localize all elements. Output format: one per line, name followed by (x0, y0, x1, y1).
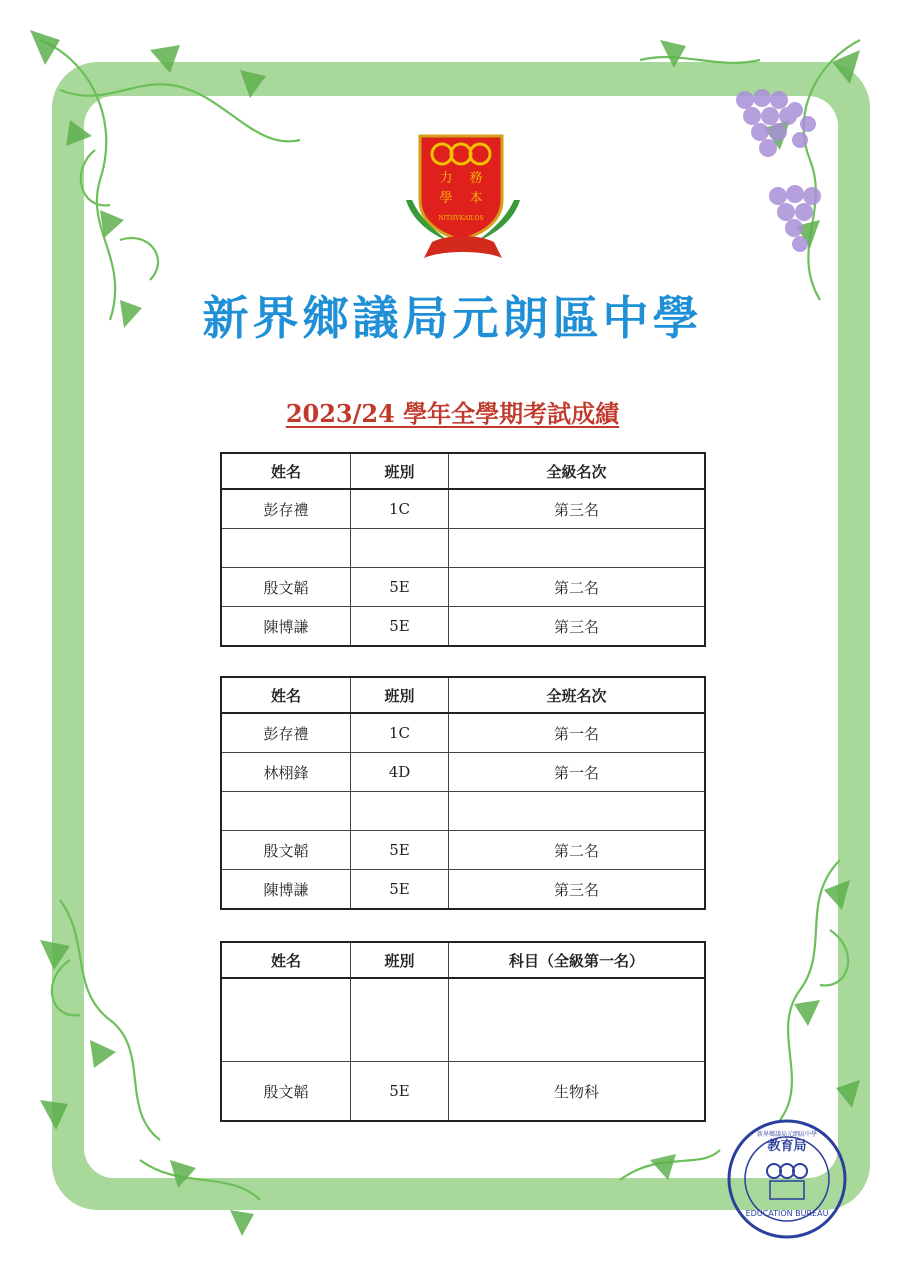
cell-class: 5E (351, 1062, 449, 1122)
header-class: 班別 (351, 677, 449, 713)
header-name: 姓名 (221, 453, 351, 489)
class-ranking-table (220, 676, 706, 910)
cell-class (351, 978, 449, 1062)
header-class: 班別 (351, 942, 449, 978)
cell-name (221, 529, 351, 568)
cell-class (351, 792, 449, 831)
grade-ranking-table (220, 452, 706, 647)
cell-class: 1C (351, 713, 449, 753)
table-header-row (221, 677, 705, 713)
crest-motto-char-2: 務 (469, 171, 483, 186)
cell-name: 彭存禮 (221, 713, 351, 753)
cell-class: 5E (351, 607, 449, 647)
cell-subject (449, 978, 706, 1062)
subject-top-table (220, 941, 706, 1122)
header-subject: 科目（全級第一名） (449, 942, 706, 978)
header-class: 班別 (351, 453, 449, 489)
cell-name: 陳博謙 (221, 870, 351, 910)
cell-name: 彭存禮 (221, 489, 351, 529)
table-row (221, 607, 705, 647)
cell-class: 5E (351, 568, 449, 607)
cell-name: 殷文韜 (221, 1062, 351, 1122)
header-rank: 全級名次 (449, 453, 706, 489)
crest-latin-text: NITHVKAILOS (438, 215, 484, 222)
report-title-text: 2023/24 學年全學期考試成績 (285, 399, 620, 428)
cell-class (351, 529, 449, 568)
cell-name: 陳博謙 (221, 607, 351, 647)
cell-name: 殷文韜 (221, 831, 351, 870)
cell-rank: 第二名 (449, 568, 706, 607)
school-crest-logo (398, 130, 528, 266)
table-row (221, 753, 705, 792)
cell-rank (449, 792, 706, 831)
crest-motto-char-4: 本 (469, 191, 483, 206)
table-header-row (221, 942, 705, 978)
cell-subject: 生物科 (449, 1062, 706, 1122)
cell-name (221, 978, 351, 1062)
table-row-redacted (221, 792, 705, 831)
cell-name (221, 792, 351, 831)
cell-rank: 第二名 (449, 831, 706, 870)
cell-class: 1C (351, 489, 449, 529)
table-row (221, 870, 705, 910)
report-title (0, 394, 905, 429)
cell-class: 4D (351, 753, 449, 792)
stamp-ring-text: 新界鄉議局元朗區中學 (756, 1131, 818, 1138)
cell-rank: 第一名 (449, 753, 706, 792)
education-bureau-stamp-icon (724, 1116, 850, 1242)
cell-name: 林栩鋒 (221, 753, 351, 792)
cell-class: 5E (351, 870, 449, 910)
table-row (221, 1062, 705, 1122)
table-row (221, 713, 705, 753)
header-rank: 全班名次 (449, 677, 706, 713)
cell-rank: 第一名 (449, 713, 706, 753)
cell-class: 5E (351, 831, 449, 870)
cell-rank: 第三名 (449, 489, 706, 529)
header-name: 姓名 (221, 942, 351, 978)
school-name-title: 新界鄉議局元朗區中學 (202, 291, 703, 345)
crest-motto-char-3: 學 (439, 191, 453, 206)
table-row-redacted (221, 529, 705, 568)
table-row (221, 489, 705, 529)
table-row-redacted (221, 978, 705, 1062)
crest-motto-char-1: 力 (439, 171, 453, 186)
stamp-bottom-text: EDUCATION BUREAU (745, 1209, 829, 1218)
header-name: 姓名 (221, 677, 351, 713)
table-header-row (221, 453, 705, 489)
cell-name: 殷文韜 (221, 568, 351, 607)
cell-rank: 第三名 (449, 870, 706, 910)
table-row (221, 568, 705, 607)
cell-rank: 第三名 (449, 607, 706, 647)
cell-rank (449, 529, 706, 568)
table-row (221, 831, 705, 870)
stamp-top-text: 教育局 (767, 1139, 807, 1154)
